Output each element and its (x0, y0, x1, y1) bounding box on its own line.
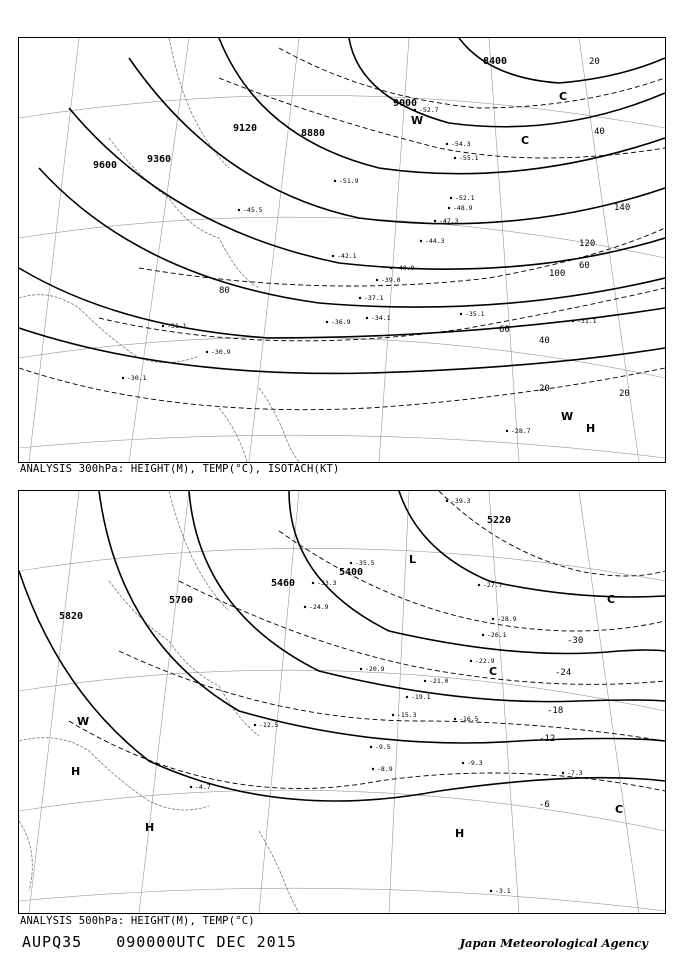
isotach-label: 40 (594, 127, 605, 137)
station-marker (434, 220, 436, 222)
pressure-center-C: C (559, 90, 568, 103)
station-marker (454, 718, 456, 720)
station-marker (312, 582, 314, 584)
station-temp: -48.9 (453, 204, 473, 212)
isotherm-label: -30 (567, 636, 584, 646)
station-marker (254, 724, 256, 726)
height-label: 5220 (487, 515, 512, 526)
station-marker (326, 321, 328, 323)
isotach-label: 60 (499, 325, 510, 335)
station-marker (420, 240, 422, 242)
station-temp: -51.9 (339, 177, 359, 185)
station-marker (506, 430, 508, 432)
station-marker (122, 377, 124, 379)
pressure-center-H: H (586, 422, 596, 435)
pressure-center-H: H (455, 827, 465, 840)
station-temp: -44.3 (425, 237, 445, 245)
station-temp: -9.3 (467, 759, 483, 767)
chart-identifier (22, 933, 297, 951)
station-marker (370, 746, 372, 748)
station-temp: -26.1 (487, 631, 507, 639)
station-temp: -9.5 (375, 743, 391, 751)
isotach-label: 120 (579, 239, 596, 249)
isotach-label: 60 (579, 261, 590, 271)
pressure-center-C: C (607, 593, 616, 606)
isotach-label: 100 (549, 269, 566, 279)
station-marker (372, 768, 374, 770)
station-temp: -4.7 (195, 783, 211, 791)
station-temp: -35.5 (355, 559, 375, 567)
station-temp: -30.1 (127, 374, 147, 382)
station-marker (366, 317, 368, 319)
isotach-label: 80 (219, 286, 230, 296)
map-panel-500hpa (18, 490, 666, 914)
agency-credit: Japan Meteorological Agency (459, 936, 648, 950)
station-marker (454, 157, 456, 159)
station-marker (462, 762, 464, 764)
station-temp: -16.5 (459, 715, 479, 723)
station-temp: -31.1 (167, 322, 187, 330)
isotherm-label: -24 (555, 668, 572, 678)
station-temp: -21.0 (429, 677, 449, 685)
station-temp: -28.7 (511, 427, 531, 435)
station-temp: -42.1 (337, 252, 357, 260)
station-marker (376, 279, 378, 281)
isotach-label: 40 (539, 336, 550, 346)
height-label: 9360 (147, 154, 172, 165)
isotach-label: 140 (614, 203, 631, 213)
station-temp: -54.3 (451, 140, 471, 148)
station-marker (482, 634, 484, 636)
station-marker (162, 325, 164, 327)
height-label: 9120 (233, 123, 258, 134)
station-temp: -8.9 (377, 765, 393, 773)
station-marker (406, 696, 408, 698)
station-temp: -52.7 (419, 106, 439, 114)
station-marker (190, 786, 192, 788)
station-layer-500hpa (190, 497, 583, 895)
station-marker (424, 680, 426, 682)
station-temp: -31.1 (577, 317, 597, 325)
station-temp: -39.0 (381, 276, 401, 284)
pressure-center-C: C (489, 665, 498, 678)
station-marker (490, 890, 492, 892)
height-label: 5700 (169, 595, 194, 606)
station-temp: -33.3 (317, 579, 337, 587)
station-marker (238, 209, 240, 211)
isotach-lines (19, 48, 665, 410)
station-marker (562, 772, 564, 774)
height-label: 5400 (339, 567, 364, 578)
station-marker (392, 714, 394, 716)
height-label: 5820 (59, 611, 84, 622)
station-temp: -39.3 (451, 497, 471, 505)
isotach-label: 20 (539, 384, 550, 394)
pressure-center-L: L (409, 553, 417, 566)
station-temp: -15.3 (397, 711, 417, 719)
chart-code: AUPQ35 (22, 933, 83, 951)
station-marker (572, 320, 574, 322)
station-temp: -40.9 (395, 264, 415, 272)
caption-300hpa: ANALYSIS 300hPa: HEIGHT(M), TEMP(°C), ISOTACH(KT) (20, 463, 340, 475)
height-label: 9000 (393, 98, 418, 109)
isotherm-label: -6 (539, 800, 550, 810)
station-temp: -47.3 (439, 217, 459, 225)
station-marker (448, 207, 450, 209)
pressure-center-H: H (145, 821, 155, 834)
station-marker (332, 255, 334, 257)
isotach-label: 20 (619, 389, 630, 399)
station-temp: -37.1 (364, 294, 384, 302)
height-label: 9600 (93, 160, 118, 171)
isotherm-label: -18 (547, 706, 564, 716)
station-temp: -12.5 (259, 721, 279, 729)
pressure-center-H: H (71, 765, 81, 778)
station-temp: -55.1 (459, 154, 479, 162)
station-marker (460, 313, 462, 315)
pressure-center-W: W (77, 715, 90, 728)
map-panel-300hpa (18, 37, 666, 463)
station-marker (492, 618, 494, 620)
station-marker (390, 267, 392, 269)
station-marker (360, 668, 362, 670)
station-temp: -28.9 (497, 615, 517, 623)
valid-time: 090000UTC DEC 2015 (116, 933, 297, 951)
station-marker (206, 351, 208, 353)
height-label: 8400 (483, 56, 508, 67)
height-label: 8880 (301, 128, 326, 139)
pressure-center-W: W (411, 114, 424, 127)
station-temp: -35.1 (465, 310, 485, 318)
station-marker (450, 197, 452, 199)
map-300hpa (19, 38, 665, 462)
station-temp: -36.9 (331, 318, 351, 326)
isotach-label: 20 (589, 57, 600, 67)
station-marker (304, 606, 306, 608)
station-temp: -30.9 (211, 348, 231, 356)
station-marker (350, 562, 352, 564)
station-marker (414, 109, 416, 111)
station-temp: -45.5 (243, 206, 263, 214)
station-temp: -3.1 (495, 887, 511, 895)
height-contours (19, 491, 665, 801)
station-marker (478, 584, 480, 586)
station-temp: -24.9 (309, 603, 329, 611)
station-marker (470, 660, 472, 662)
station-temp: -7.3 (567, 769, 583, 777)
station-temp: -27.7 (483, 581, 503, 589)
station-temp: -52.1 (455, 194, 475, 202)
station-temp: -22.9 (475, 657, 495, 665)
station-marker (446, 143, 448, 145)
station-marker (359, 297, 361, 299)
isotherm-label: -12 (539, 734, 556, 744)
map-500hpa (19, 491, 665, 913)
caption-500hpa: ANALYSIS 500hPa: HEIGHT(M), TEMP(°C) (20, 915, 255, 927)
station-temp: -20.9 (365, 665, 385, 673)
height-label: 5460 (271, 578, 296, 589)
station-marker (334, 180, 336, 182)
station-temp: -19.1 (411, 693, 431, 701)
station-temp: -34.1 (371, 314, 391, 322)
pressure-center-C: C (615, 803, 624, 816)
station-marker (446, 500, 448, 502)
pressure-center-C: C (521, 134, 530, 147)
pressure-center-W: W (561, 410, 574, 423)
